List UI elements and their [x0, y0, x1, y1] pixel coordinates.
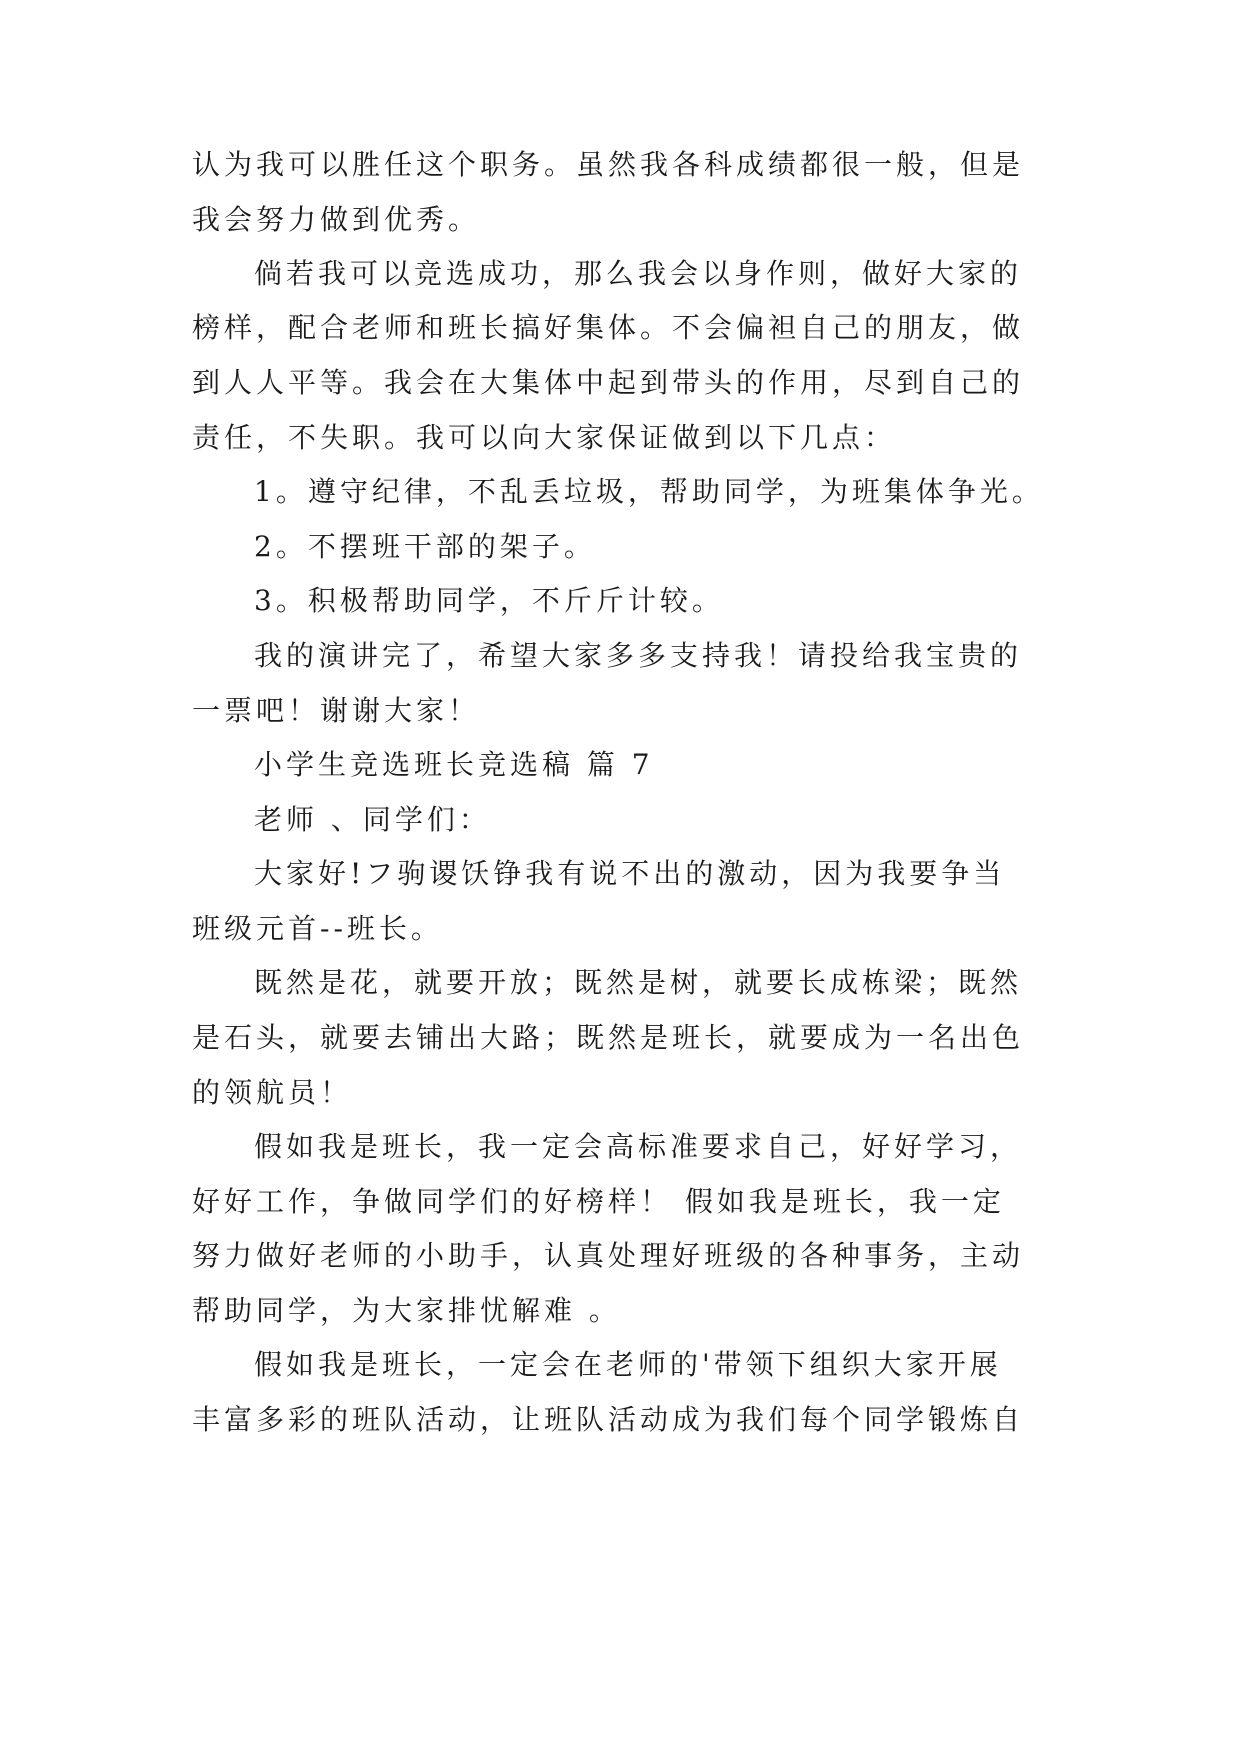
text-line: 榜样，配合老师和班长搞好集体。不会偏袒自己的朋友，做 — [192, 311, 1025, 344]
list-item: 2。不摆班干部的架子。 — [254, 530, 596, 563]
text-line: 大家好!フ驹谡饫铮我有说不出的激动，因为我要争当 — [254, 857, 1006, 890]
text-line: 我会努力做到优秀。 — [192, 203, 481, 236]
list-item: 3。积极帮助同学，不斤斤计较。 — [254, 584, 724, 617]
text-line: 既然是花，就要开放；既然是树，就要长成栋梁；既然 — [254, 966, 1023, 999]
text-line: 班级元首--班长。 — [192, 912, 443, 945]
salutation: 老师 、同学们： — [254, 803, 491, 836]
text-line: 一票吧！谢谢大家！ — [192, 694, 481, 727]
text-line: 是石头，就要去铺出大路；既然是班长，就要成为一名出色 — [192, 1021, 1025, 1054]
text-line: 认为我可以胜任这个职务。虽然我各科成绩都很一般，但是 — [192, 148, 1025, 181]
list-item: 1。遵守纪律，不乱丢垃圾，帮助同学，为班集体争光。 — [254, 475, 1044, 508]
text-line: 的领航员！ — [192, 1076, 353, 1109]
text-line: 倘若我可以竞选成功，那么我会以身作则，做好大家的 — [254, 257, 1023, 290]
text-line: 帮助同学，为大家排忧解难 。 — [192, 1294, 621, 1327]
text-line: 努力做好老师的小助手，认真处理好班级的各种事务，主动 — [192, 1239, 1025, 1272]
text-line: 好好工作，争做同学们的好榜样！ 假如我是班长，我一定 — [192, 1185, 1005, 1218]
text-line: 责任，不失职。我可以向大家保证做到以下几点： — [192, 421, 897, 454]
text-line: 我的演讲完了，希望大家多多支持我！请投给我宝贵的 — [254, 639, 1023, 672]
text-line: 丰富多彩的班队活动，让班队活动成为我们每个同学锻炼自 — [192, 1403, 1025, 1436]
text-line: 到人人平等。我会在大集体中起到带头的作用，尽到自己的 — [192, 366, 1025, 399]
section-heading: 小学生竞选班长竞选稿 篇 7 — [254, 748, 654, 781]
text-line: 假如我是班长，我一定会高标准要求自己，好好学习， — [254, 1130, 1023, 1163]
text-line: 假如我是班长，一定会在老师的'带领下组织大家开展 — [254, 1348, 1002, 1381]
